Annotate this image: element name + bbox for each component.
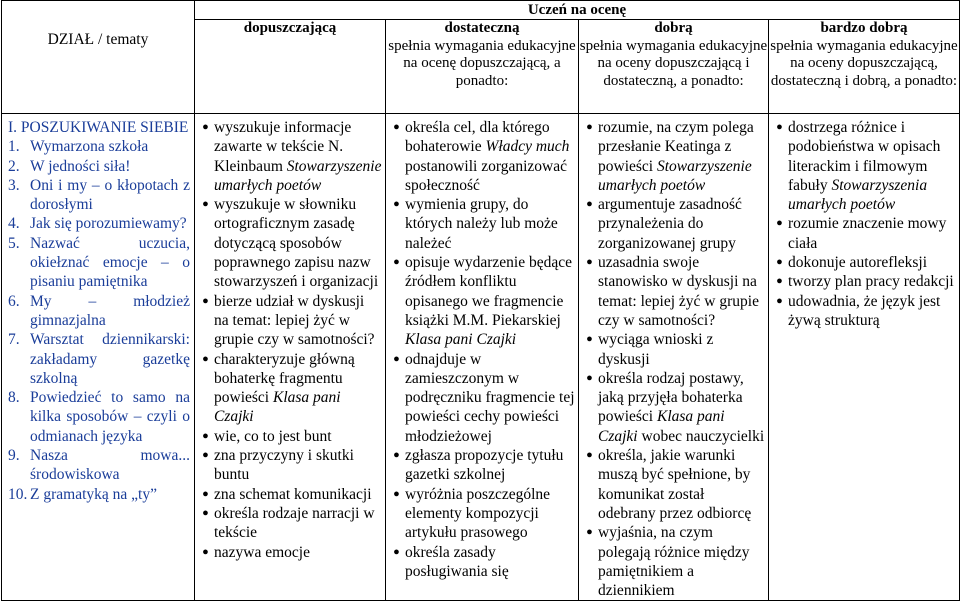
title-italic: Klasa pani Czajki — [598, 408, 725, 445]
bullet-icon: ● — [393, 449, 400, 462]
requirement-text — [598, 253, 765, 330]
requirement-fragment: nazywa emocje — [214, 543, 310, 561]
requirement-text — [788, 118, 956, 214]
chapter-title: Jak się porozumiewamy? — [30, 215, 187, 233]
requirement-text — [405, 446, 575, 485]
requirement-item — [771, 253, 956, 272]
requirement-fragment: wyciąga wnioski z dyskusji — [598, 331, 714, 368]
requirement-fragment: zna schemat komunikacji — [214, 485, 372, 503]
requirement-text — [214, 350, 382, 427]
column-dobra — [579, 114, 769, 601]
requirement-item — [771, 292, 956, 331]
requirement-text — [214, 485, 382, 504]
grade-header-dobra — [579, 20, 769, 114]
column-bardzo-dobra — [769, 114, 960, 601]
bullet-icon: ● — [586, 198, 593, 211]
requirement-fragment: wie, co to jest bunt — [214, 427, 332, 445]
requirement-text — [405, 350, 575, 446]
chapter-title: Wymarzona szkoła — [30, 138, 149, 156]
bullet-icon: ● — [586, 526, 593, 539]
requirement-text — [214, 195, 382, 291]
bullet-icon: ● — [776, 275, 783, 288]
requirement-fragment: charakteryzuje główną bohaterkę fragmentu powieści — [214, 350, 355, 407]
requirement-fragment: wyjaśnia, na czym polegają różnice między pamiętnikiem a dziennikiem — [598, 524, 750, 600]
requirement-item — [197, 446, 382, 485]
bullet-icon: ● — [776, 121, 783, 133]
chapter-number: 3. — [8, 176, 20, 194]
requirement-list — [195, 118, 385, 562]
requirement-text — [405, 485, 575, 543]
bullet-icon: ● — [202, 506, 209, 519]
chapter-item — [8, 137, 190, 156]
requirement-item — [581, 523, 765, 600]
requirement-fragment: określa zasady posługiwania się — [405, 543, 509, 580]
chapter-item — [8, 292, 190, 331]
requirement-item — [581, 330, 765, 369]
requirement-text — [788, 272, 956, 291]
bullet-icon: ● — [202, 121, 209, 133]
bullet-icon: ● — [586, 256, 593, 269]
bullet-icon: ● — [202, 429, 209, 442]
requirement-fragment: określa rodzaj postawy, jaką przyjęła bohaterka powieści — [598, 369, 744, 426]
chapter-number: 6. — [8, 292, 20, 310]
bullet-icon: ● — [776, 217, 783, 230]
chapter-item — [8, 446, 190, 485]
requirement-fragment: udowadnia, że język jest żywą strukturą — [788, 292, 941, 329]
chapter-number: 9. — [8, 447, 20, 465]
grade-header-bardzo-dobra — [769, 20, 960, 114]
grade-header-dopuszczajaca — [195, 20, 386, 114]
chapter-title: Warsztat dziennikarski: zakładamy gazetkę szkolną — [30, 331, 190, 387]
bullet-icon: ● — [393, 545, 400, 558]
chapter-title: Nazwać uczucia, okiełznać emocje – o pisaniu pamiętnika — [30, 234, 190, 291]
requirement-item — [388, 195, 575, 253]
requirement-fragment: bierze udział w dyskusji na temat: lepiej żyć w grupie czy w samotności? — [214, 292, 375, 349]
requirement-text — [214, 427, 382, 446]
requirement-list — [769, 118, 959, 330]
title-italic: Stowarzyszenie umarłych poetów — [598, 157, 752, 194]
chapter-item — [8, 330, 190, 388]
requirement-text — [788, 214, 956, 253]
requirement-item — [771, 118, 956, 214]
requirement-fragment: rozumie znaczenie mowy ciała — [788, 215, 947, 252]
requirement-item — [197, 350, 382, 427]
requirement-text — [214, 118, 382, 195]
requirement-item — [581, 195, 765, 253]
requirement-fragment: wymienia grupy, do których należy lub może należeć — [405, 196, 558, 252]
requirement-item — [197, 292, 382, 350]
bullet-icon: ● — [202, 487, 209, 500]
bullet-icon: ● — [393, 198, 400, 211]
bullet-icon: ● — [776, 294, 783, 307]
requirement-item — [581, 369, 765, 446]
chapter-title: Powiedzieć to samo na kilka sposobów – czyli o odmianach języka — [30, 389, 190, 445]
bullet-icon: ● — [586, 449, 593, 462]
bullet-icon: ● — [202, 545, 209, 558]
requirement-fragment: opisuje wydarzenie będące źródłem konfliktu opisanego we fragmencie książki M.M. Piekarskiej — [405, 254, 572, 329]
title-italic: Władcy much — [485, 138, 570, 156]
requirement-item — [197, 485, 382, 504]
chapter-title: W jedności siła! — [30, 157, 131, 175]
grade-header-dostateczna — [386, 20, 579, 114]
column-dostateczna — [386, 114, 579, 601]
requirement-text — [598, 446, 765, 523]
chapter-title: Nasza mowa... środowiskowa — [30, 447, 190, 484]
requirement-item — [197, 504, 382, 543]
requirement-fragment: określa rodzaje narracji w tekście — [214, 504, 375, 542]
chapter-item — [8, 157, 190, 176]
chapter-item — [8, 388, 190, 446]
requirement-item — [771, 214, 956, 253]
requirement-fragment: postanowili zorganizować społeczność — [405, 157, 567, 194]
bullet-icon: ● — [393, 352, 400, 365]
chapter-number: 7. — [8, 331, 20, 349]
title-italic: Klasa pani Czajki — [405, 331, 517, 349]
requirement-fragment: dokonuje autorefleksji — [788, 254, 928, 272]
bullet-icon: ● — [393, 487, 400, 500]
requirement-list — [579, 118, 768, 600]
grade-name: bardzo dobrą — [820, 20, 908, 36]
requirement-text — [598, 118, 765, 195]
requirement-text — [598, 523, 765, 600]
chapter-item — [8, 234, 190, 292]
grade-sub: spełnia wymagania edukacyjne na oceny dopuszczającą, dostateczną i dobrą, a ponadto: — [770, 37, 958, 89]
requirement-fragment: wobec nauczycielki — [637, 427, 765, 445]
chapter-number: 10. — [8, 485, 28, 503]
section-cell — [2, 114, 195, 601]
chapter-title: Oni i my – o kłopotach z dorosłymi — [30, 176, 190, 214]
requirement-text — [788, 253, 956, 272]
requirement-fragment: argumentuje zasadność przynależenia do zorganizowanej grupy — [598, 196, 742, 252]
requirement-item — [197, 543, 382, 562]
requirement-item — [197, 118, 382, 195]
bullet-icon: ● — [586, 371, 593, 384]
grade-name: dobrą — [654, 20, 693, 36]
requirement-item — [197, 427, 382, 446]
requirement-text — [214, 504, 382, 543]
requirement-text — [405, 253, 575, 349]
title-italic: Stowarzyszenia umarłych poetów — [788, 176, 928, 214]
requirement-fragment: wyszukuje w słowniku ortograficznym zasadę dotyczącą sposobów poprawnego zapisu nazw stowarzyszeń i organizacji — [214, 196, 379, 291]
requirement-fragment: odnajduje w zamieszczonym w podręczniku fragmencie tej powieści cechy powieści młodzieżowej — [405, 350, 575, 445]
grade-sub: spełnia wymagania edukacyjne na ocenę dopuszczającą, a ponadto: — [388, 37, 576, 89]
requirement-item — [388, 446, 575, 485]
chapter-number: 4. — [8, 215, 20, 233]
column-dopuszczajaca — [195, 114, 386, 601]
requirement-fragment: zna przyczyny i skutki buntu — [214, 447, 354, 484]
bullet-icon: ● — [202, 294, 209, 307]
chapter-number: 8. — [8, 389, 20, 407]
bullet-icon: ● — [393, 121, 400, 133]
requirement-fragment: tworzy plan pracy redakcji — [788, 273, 954, 291]
requirement-fragment: wyróżnia poszczególne elementy kompozycji artykułu prasowego — [405, 485, 551, 542]
bullet-icon: ● — [586, 121, 593, 133]
bullet-icon: ● — [202, 198, 209, 211]
requirement-item — [388, 350, 575, 446]
requirement-item — [771, 272, 956, 291]
requirement-item — [581, 118, 765, 195]
bullet-icon: ● — [776, 256, 783, 269]
requirement-fragment: dostrzega różnice i podobieństwa w opisach literackim i filmowym fabuły — [788, 119, 941, 194]
grade-name: dopuszczającą — [243, 20, 337, 36]
requirement-item — [581, 446, 765, 523]
requirement-fragment: rozumie, na czym polega przesłanie Keatinga z powieści — [598, 119, 754, 175]
bullet-icon: ● — [202, 352, 209, 365]
title-italic: Klasa pani Czajki — [214, 389, 341, 426]
grade-group-title: Uczeń na ocenę — [195, 1, 960, 20]
chapter-item — [8, 214, 190, 233]
chapter-item — [8, 176, 190, 215]
requirements-table — [1, 0, 960, 601]
title-italic: Stowarzyszenie umarłych poetów — [214, 157, 382, 194]
chapter-number: 2. — [8, 157, 20, 175]
requirement-fragment: określa cel, dla którego bohaterowie — [405, 119, 550, 156]
grade-sub: spełnia wymagania edukacyjne na oceny dopuszczającą i dostateczną, a ponadto: — [579, 37, 768, 89]
bullet-icon: ● — [393, 256, 400, 269]
chapter-list — [2, 137, 194, 504]
chapter-number: 5. — [8, 234, 20, 252]
requirement-text — [214, 292, 382, 350]
requirement-fragment: określa, jakie warunki muszą być spełnione, by komunikat został odebrany przez odbiorcę — [598, 447, 752, 522]
grade-name: dostateczną — [444, 20, 520, 36]
requirement-list — [386, 118, 578, 581]
requirement-text — [788, 292, 956, 331]
requirement-item — [581, 253, 765, 330]
bullet-icon: ● — [202, 449, 209, 462]
requirement-text — [598, 195, 765, 253]
requirement-item — [388, 118, 575, 195]
requirement-text — [405, 118, 575, 195]
requirement-text — [598, 330, 765, 369]
requirement-fragment: wyszukuje informacje zawarte w tekście N. Kleinbaum — [214, 119, 352, 175]
chapter-title: My – młodzież gimnazjalna — [30, 292, 190, 329]
requirement-item — [388, 253, 575, 349]
requirement-text — [214, 543, 382, 562]
section-title: I. POSZUKIWANIE SIEBIE — [8, 119, 189, 136]
requirement-text — [405, 543, 575, 582]
requirement-fragment: uzasadnia swoje stanowisko w dyskusji na temat: lepiej żyć w grupie czy w samotności? — [598, 254, 759, 329]
chapter-title: Z gramatyką na „ty” — [30, 485, 157, 503]
requirement-item — [197, 195, 382, 291]
requirement-item — [388, 485, 575, 543]
dzial-header: DZIAŁ / tematy — [2, 1, 195, 114]
requirement-item — [388, 543, 575, 582]
requirement-text — [214, 446, 382, 485]
chapter-number: 1. — [8, 138, 20, 156]
requirement-text — [598, 369, 765, 446]
chapter-item — [8, 485, 190, 504]
bullet-icon: ● — [586, 333, 593, 346]
requirement-fragment: zgłasza propozycje tytułu gazetki szkolnej — [405, 447, 564, 484]
requirement-text — [405, 195, 575, 253]
